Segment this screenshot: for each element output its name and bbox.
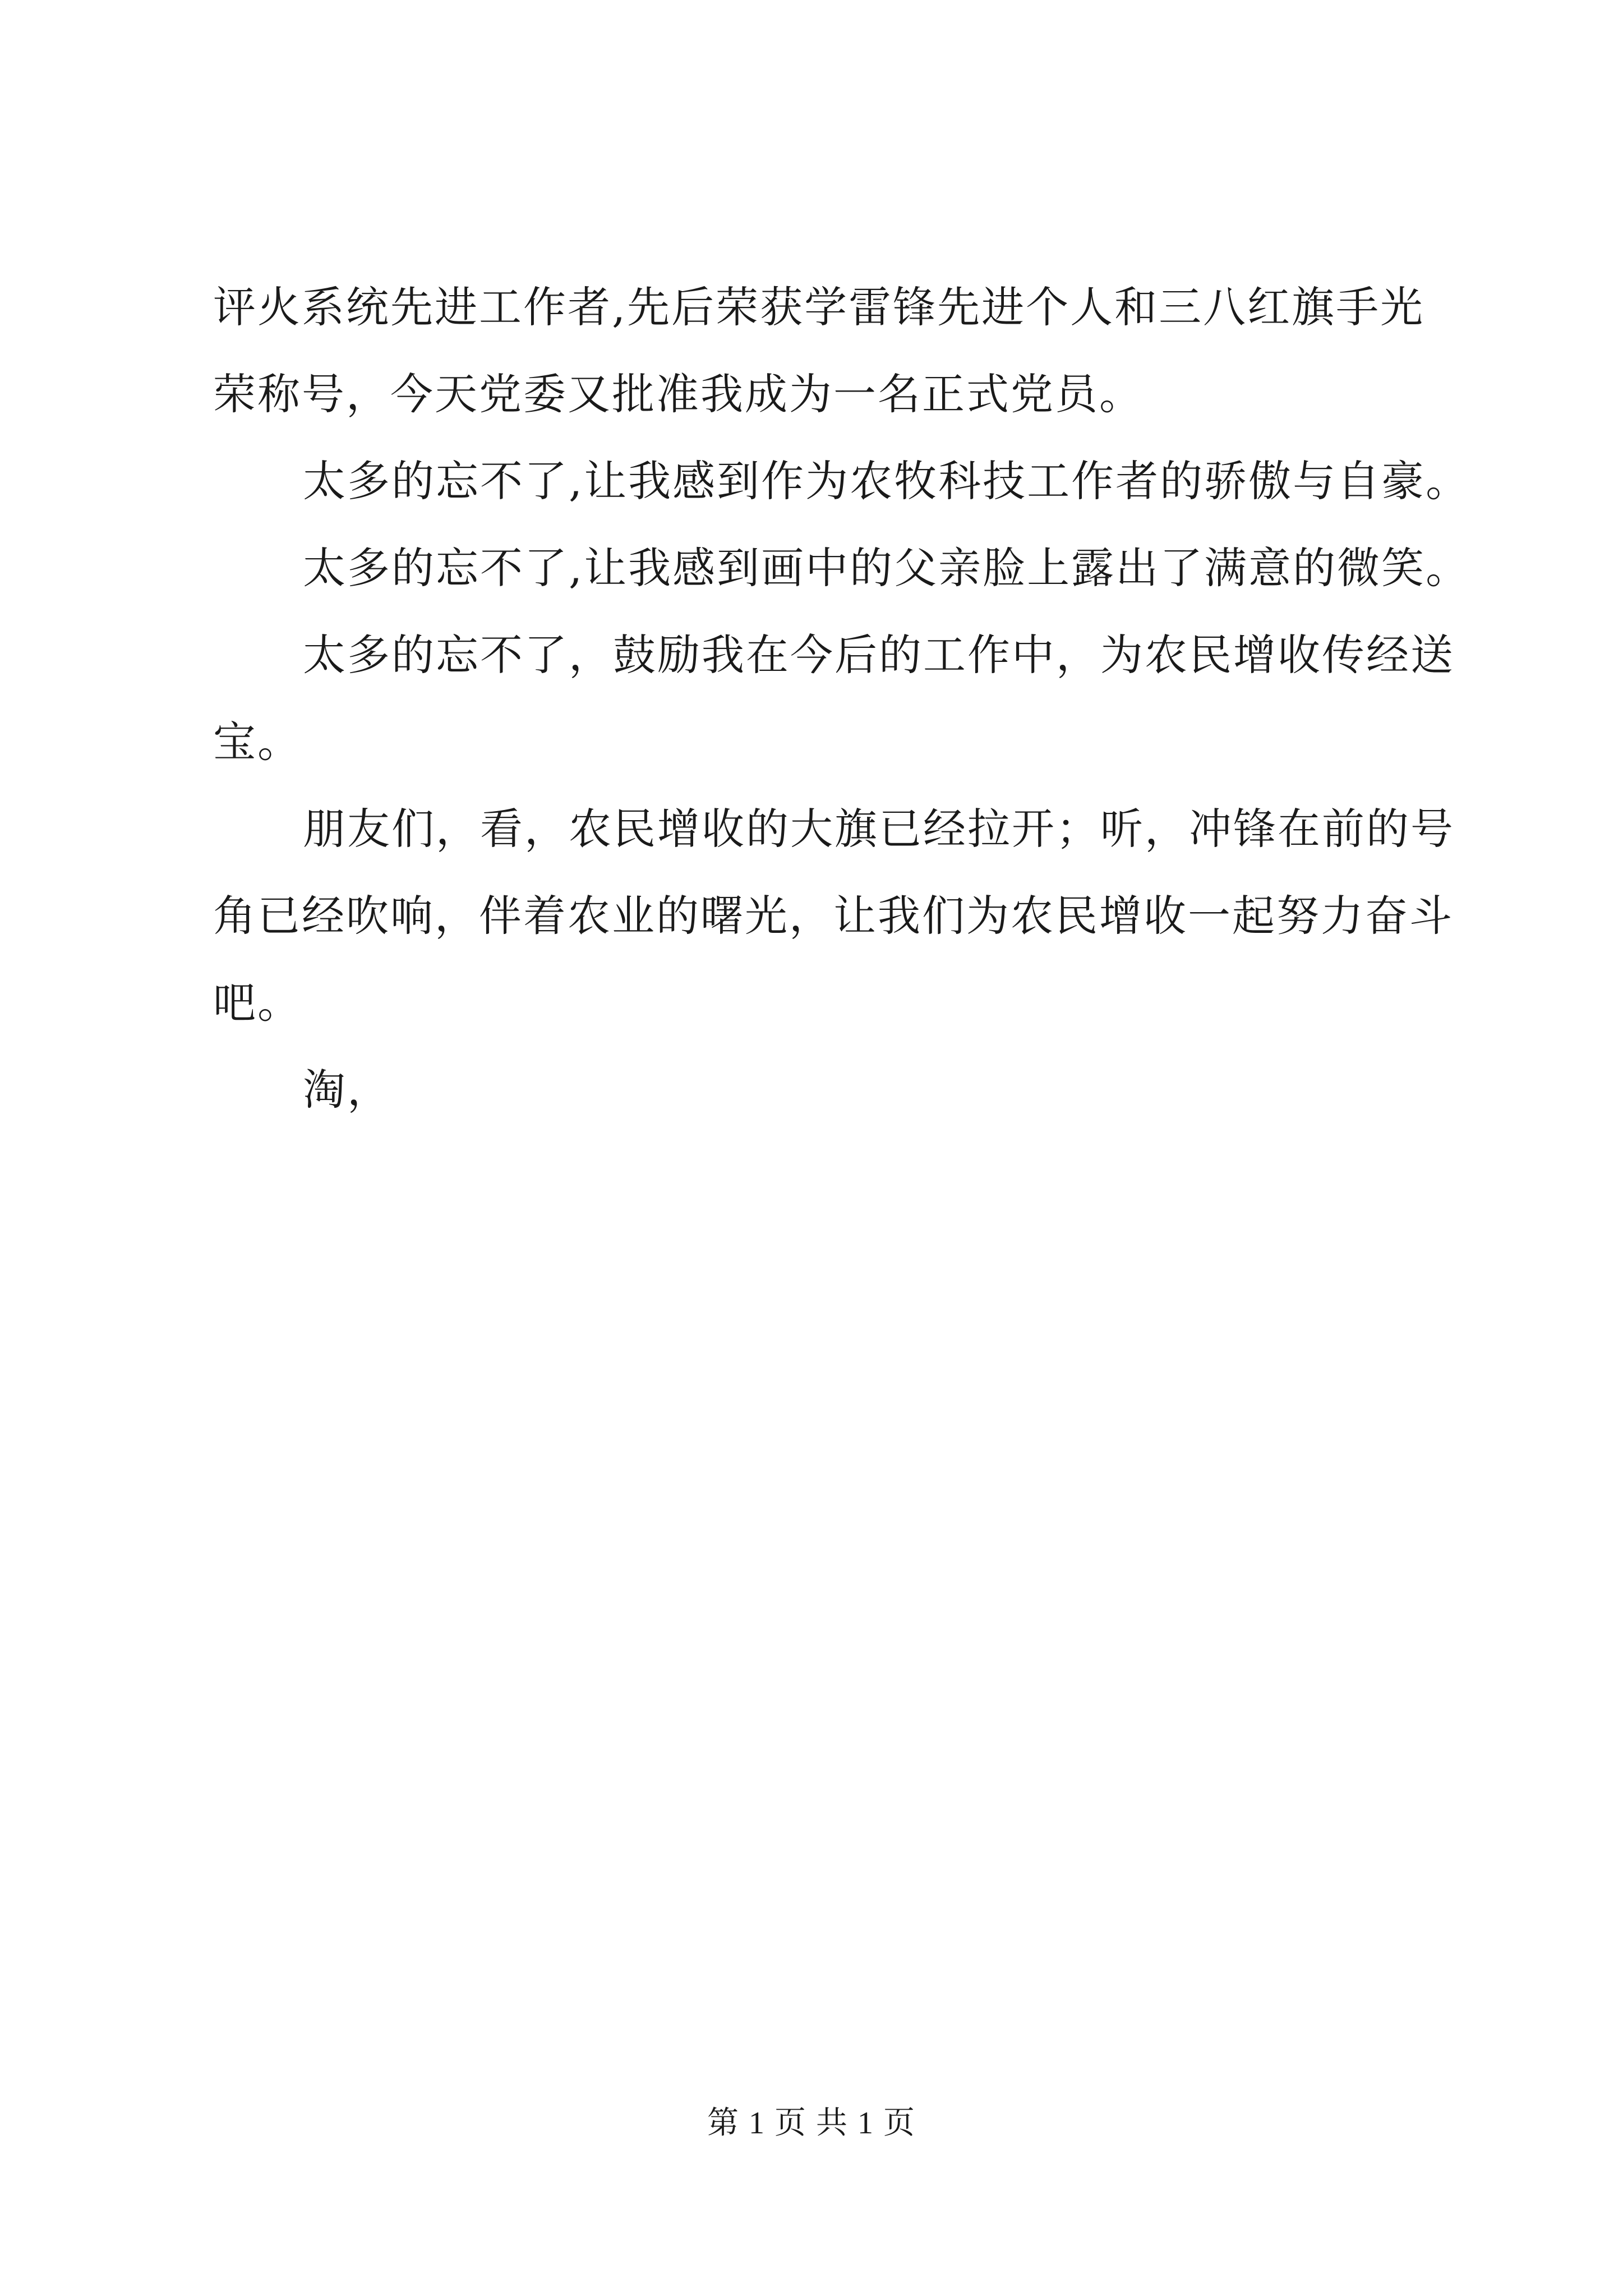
- body-line: 吧。: [213, 978, 302, 1028]
- body-line: 太多的忘不了,让我感到作为农牧科技工作者的骄傲与自豪。: [303, 456, 1470, 506]
- body-line: 太多的忘不了，鼓励我在今后的工作中，为农民增收传经送: [303, 630, 1455, 680]
- body-line: 淘，: [303, 1065, 391, 1115]
- body-line: 角已经吹响，伴着农业的曙光，让我们为农民增收一起努力奋斗: [213, 891, 1454, 941]
- body-line: 荣称号，今天党委又批准我成为一名正式党员。: [213, 369, 1144, 419]
- page-footer: [0, 2101, 1623, 2146]
- body-line: 宝。: [213, 717, 302, 767]
- page-number-label: 第 1 页 共 1 页: [707, 2106, 916, 2141]
- body-line: 太多的忘不了,让我感到画中的父亲脸上露出了满意的微笑。: [303, 543, 1470, 593]
- body-line: 评火系统先进工作者,先后荣获学雷锋先进个人和三八红旗手光: [213, 282, 1425, 332]
- body-line: 朋友们，看，农民增收的大旗已经拉开；听，冲锋在前的号: [303, 804, 1455, 854]
- document-body: [213, 264, 1470, 1133]
